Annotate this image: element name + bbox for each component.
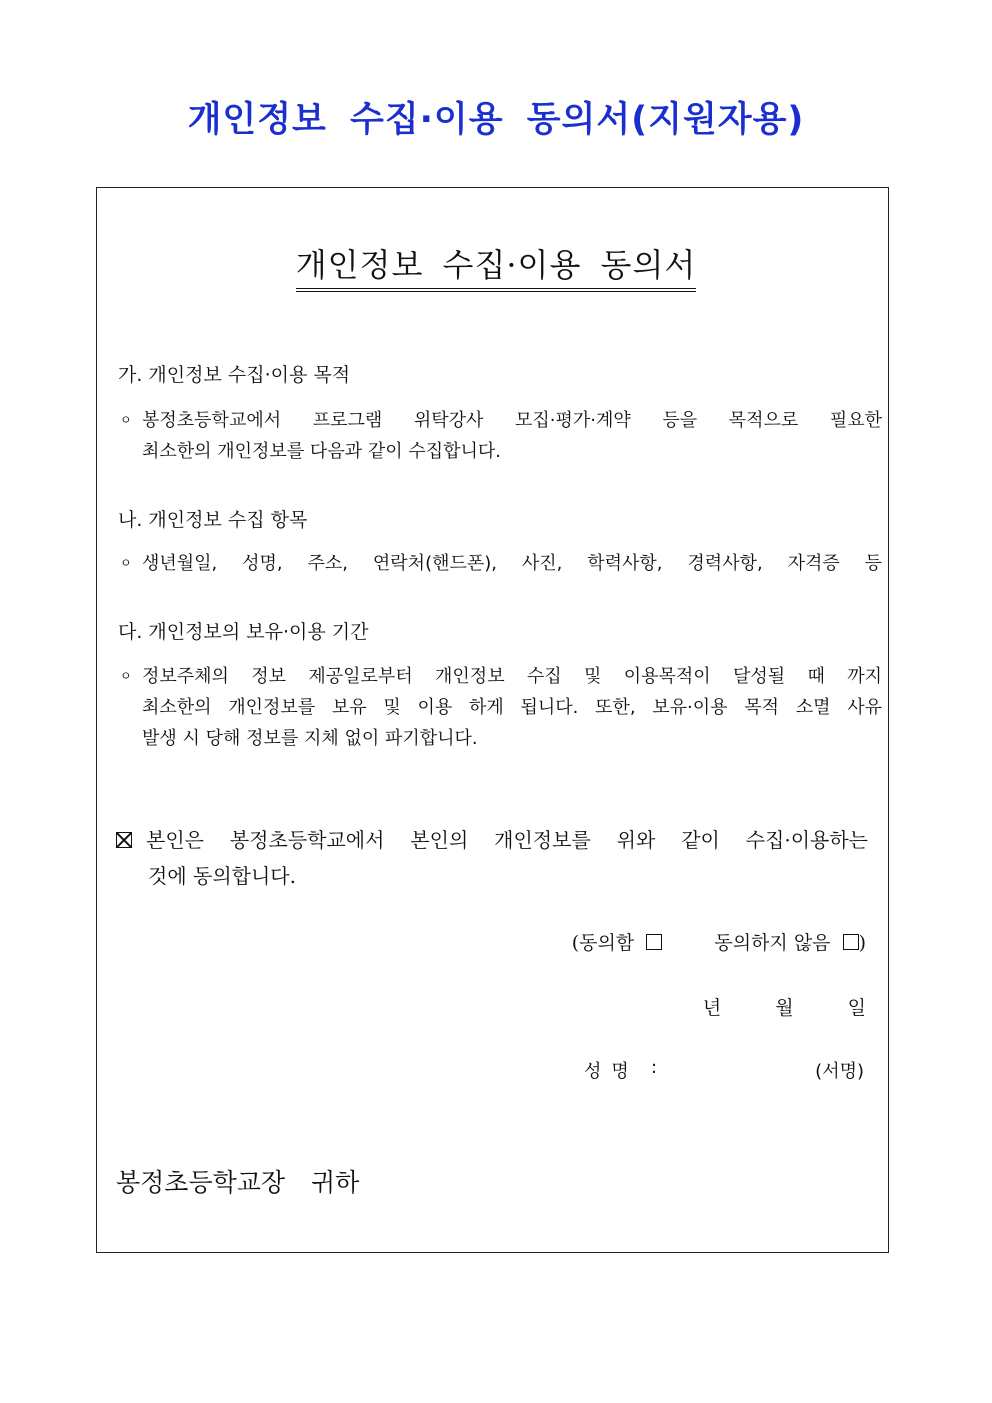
section-purpose-line-2: 최소한의 개인정보를 다음과 같이 수집합니다.: [142, 441, 501, 462]
section-period-line-1: ㅇ 정보주체의 정보 제공일로부터 개인정보 수집 및 이용목적이 달성될 때 까지: [120, 661, 882, 692]
disagree-checkbox[interactable]: [843, 934, 859, 950]
date-day-label: 일: [847, 997, 866, 1019]
section-period-body: [120, 661, 882, 754]
form-title-text: 개인정보 수집·이용 동의서: [296, 240, 697, 292]
section-items-line-1: ㅇ 생년월일, 성명, 주소, 연락처(핸드폰), 사진, 학력사항, 경력사항, 자격증 등: [120, 548, 882, 579]
date-year-label: 년: [702, 997, 722, 1019]
consent-choice: (동의함 동의하지 않음 ): [571, 932, 866, 954]
page-heading: 개인정보 수집·이용 동의서(지원자용): [187, 100, 805, 140]
agreement-line-1: 본인은 봉정초등학교에서 본인의 개인정보를 위와 같이 수집·이용하는: [116, 822, 868, 858]
bullet-icon: ㅇ: [120, 669, 132, 683]
checked-box-icon: [116, 832, 132, 848]
agree-checkbox[interactable]: [646, 934, 662, 950]
agreement-statement: [116, 822, 868, 894]
agreement-line-2: 것에 동의합니다.: [148, 864, 296, 888]
section-items-heading: 나. 개인정보 수집 항목: [118, 509, 308, 531]
bullet-icon: ㅇ: [120, 556, 132, 570]
section-purpose-heading: 가. 개인정보 수집·이용 목적: [118, 364, 351, 386]
section-items-body: [120, 548, 882, 579]
section-period-line-2: 최소한의 개인정보를 보유 및 이용 하게 됩니다. 또한, 보유·이용 목적 소멸 사유: [142, 697, 882, 718]
name-colon: :: [651, 1057, 658, 1078]
date-line: [703, 993, 866, 1020]
section-purpose-line-1: ㅇ 봉정초등학교에서 프로그램 위탁강사 모집·평가·계약 등을 목적으로 필요한: [120, 405, 882, 436]
date-month-label: 월: [775, 997, 794, 1019]
signature-label: (서명): [815, 1061, 864, 1082]
bullet-icon: ㅇ: [120, 413, 132, 427]
agree-label: 동의함: [579, 932, 635, 954]
section-purpose-body: [120, 405, 882, 467]
form-title: [0, 240, 992, 292]
section-period-line-3: 발생 시 당해 정보를 지체 없이 파기합니다.: [142, 728, 478, 749]
addressee: 봉정초등학교장 귀하: [116, 1168, 360, 1197]
name-label: 성명: [584, 1061, 639, 1082]
section-period-heading: 다. 개인정보의 보유·이용 기간: [118, 621, 369, 643]
disagree-label: 동의하지 않음: [714, 932, 831, 954]
